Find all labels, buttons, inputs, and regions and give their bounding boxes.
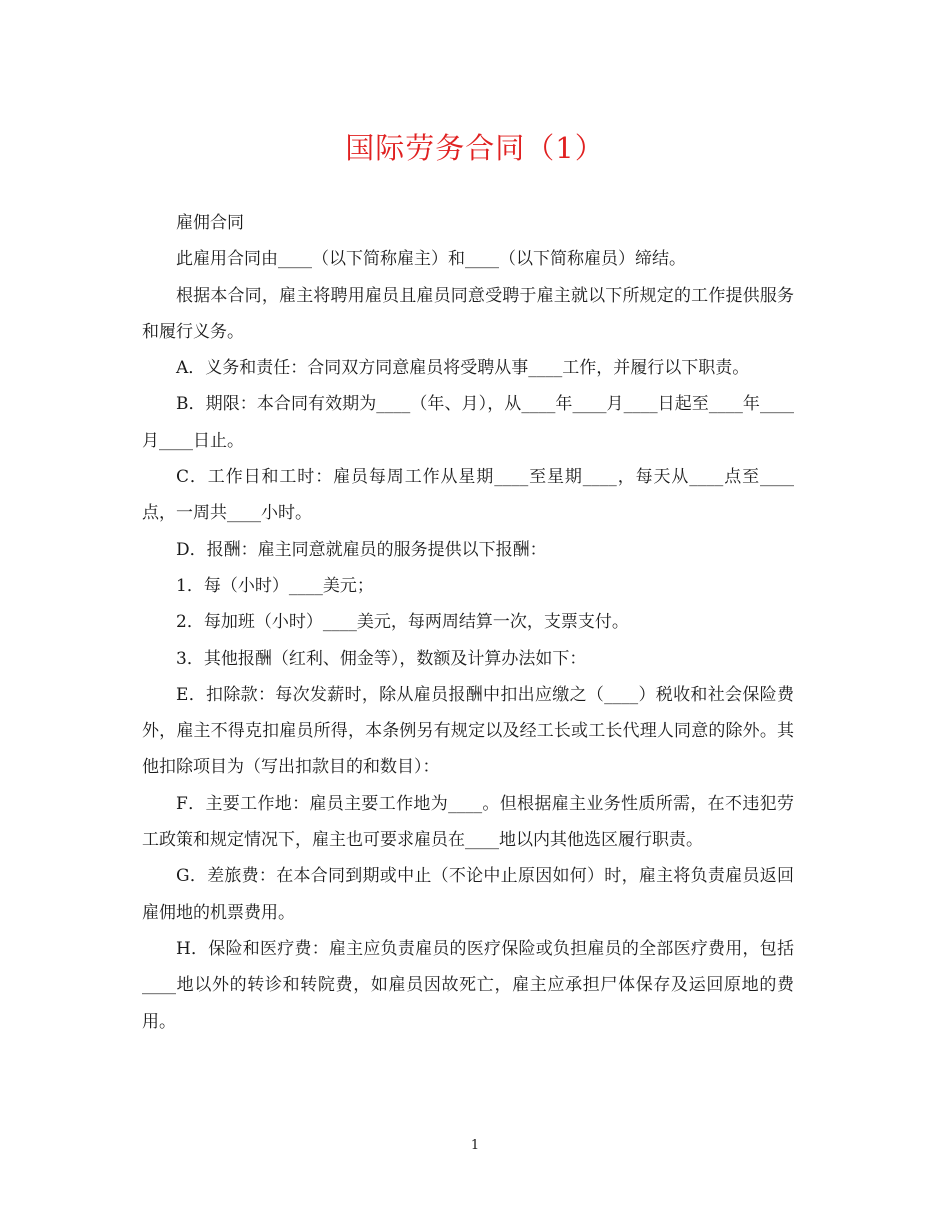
paragraph-hourly-pay: 1．每（小时）____美元；: [176, 575, 374, 596]
paragraph-duties: A．义务和责任：合同双方同意雇员将受聘从事____工作，并履行以下职责。: [176, 358, 750, 379]
paragraph-deductions: E．扣除款：每次发薪时，除从雇员报酬中扣出应缴之（____）税收和社会保险费外，雇主不得克扣雇员所得，本条例另有规定以及经工长或工长代理人同意的除外。其他扣除项目为（写出扣款目的和数目）：: [142, 684, 794, 778]
page-number: 1: [470, 1138, 480, 1153]
paragraph-overtime-pay: 2．每加班（小时）____美元，每两周结算一次，支票支付。: [176, 612, 629, 633]
document-body: [142, 205, 794, 1040]
paragraph-workplace: F．主要工作地：雇员主要工作地为____。但根据雇主业务性质所需，在不违犯劳工政策和规定情况下，雇主也可要求雇员在____地以内其他选区履行职责。: [142, 793, 794, 851]
paragraph-working-hours: C．工作日和工时：雇员每周工作从星期____至星期____，每天从____点至____点，一周共____小时。: [142, 467, 794, 524]
paragraph-other-pay: 3．其他报酬（红利、佣金等），数额及计算办法如下：: [176, 648, 587, 669]
paragraph-insurance: H．保险和医疗费：雇主应负责雇员的医疗保险或负担雇员的全部医疗费用，包括____地以外的转诊和转院费，如雇员因故死亡，雇主应承担尸体保存及运回原地的费用。: [142, 938, 794, 1032]
paragraph-remuneration: D．报酬：雇主同意就雇员的服务提供以下报酬：: [176, 539, 547, 560]
paragraph-purpose: 根据本合同，雇主将聘用雇员且雇员同意受聘于雇主就以下所规定的工作提供服务和履行义务。: [142, 285, 794, 342]
paragraph-heading: 雇佣合同: [176, 213, 244, 233]
paragraph-term: B．期限：本合同有效期为____（年、月），从____年____月____日起至____年____月____日止。: [142, 394, 794, 451]
paragraph-travel-expenses: G．差旅费：在本合同到期或中止（不论中止原因如何）时，雇主将负责雇员返回雇佣地的机票费用。: [142, 866, 794, 923]
paragraph-parties: 此雇用合同由____（以下简称雇主）和____（以下简称雇员）缔结。: [176, 249, 686, 270]
document-title: 国际劳务合同（1）: [345, 131, 605, 165]
